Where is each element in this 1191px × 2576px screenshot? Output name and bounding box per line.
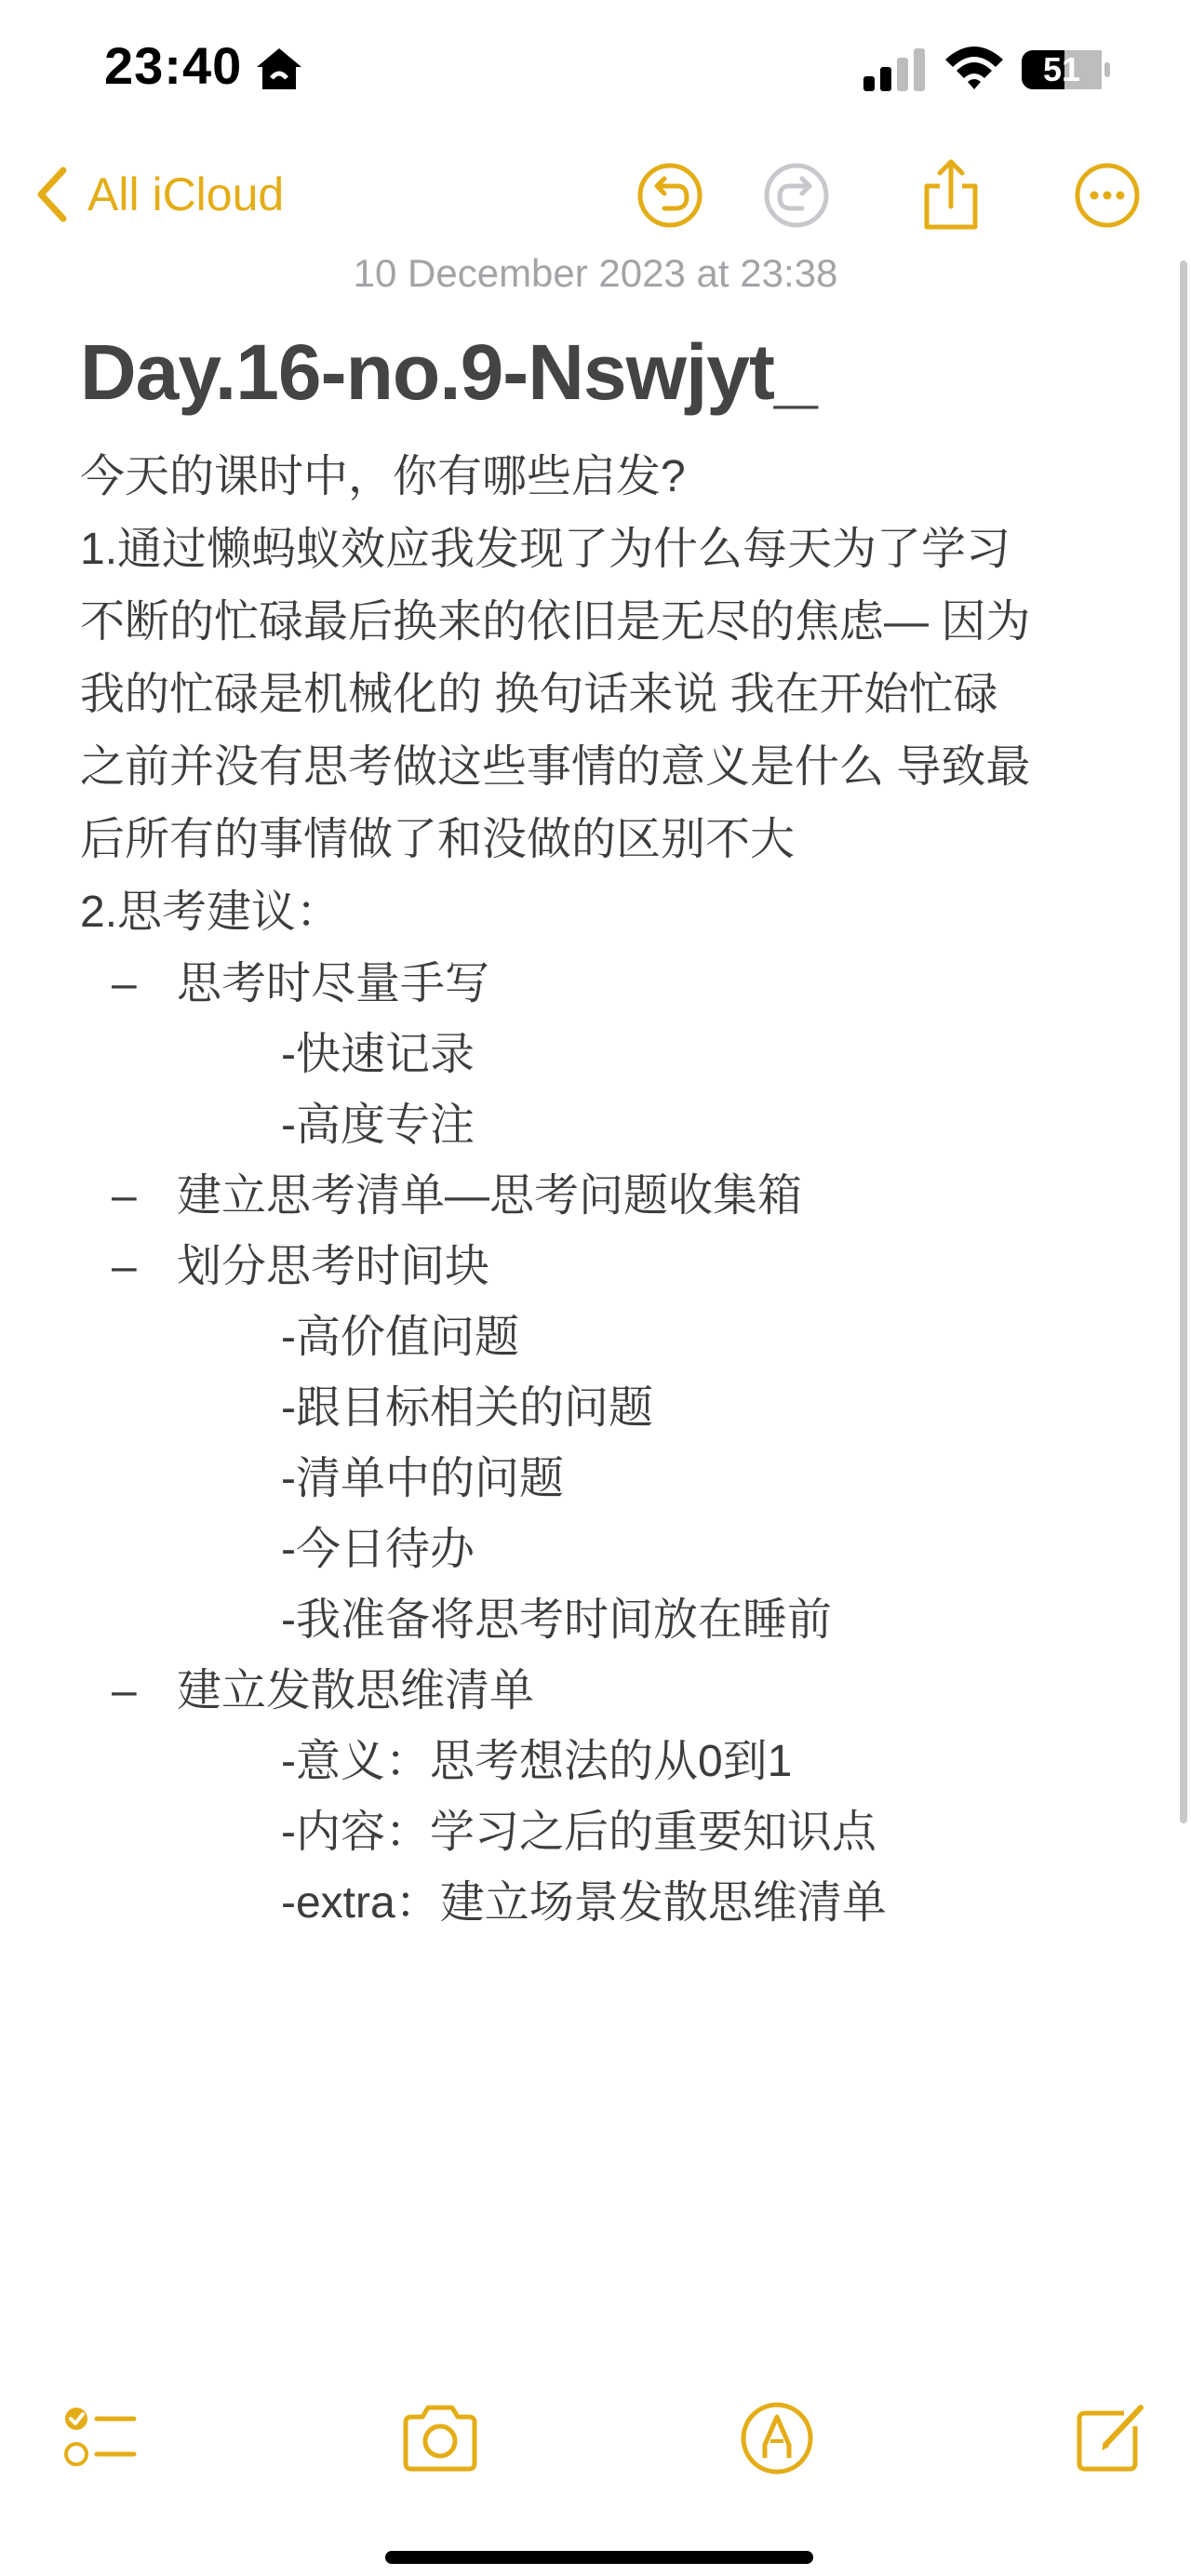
sub-item: -高价值问题 [281, 1313, 519, 1362]
home-indicator [385, 2551, 813, 2564]
bullet-dash: – [112, 959, 137, 1008]
wifi-icon [942, 41, 1007, 93]
cellular-signal-icon [863, 47, 927, 93]
sub-item: -快速记录 [281, 1030, 475, 1079]
scrollbar[interactable] [1180, 260, 1187, 1823]
battery-percentage: 51 [1042, 50, 1081, 88]
bullet-text: 建立发散思维清单 [177, 1666, 535, 1715]
bullet-item [80, 1232, 1122, 1302]
home-icon [253, 45, 305, 93]
undo-icon[interactable] [633, 158, 707, 233]
note-line: 2.思考建议： [80, 888, 341, 937]
bullet-item [80, 949, 1122, 1020]
note-line: 后所有的事情做了和没做的区别不大 [80, 815, 796, 864]
bullet-text: 思考时尽量手写 [177, 959, 490, 1008]
sub-item: -跟目标相关的问题 [281, 1383, 653, 1433]
status-bar [0, 0, 1191, 140]
note-title[interactable]: Day.16-no.9-Nswjyt_ [80, 328, 817, 416]
navigation-bar [0, 149, 1191, 242]
note-body[interactable] [80, 441, 1122, 1939]
note-line: 今天的课时中，你有哪些启发? [80, 452, 686, 501]
back-label: All iCloud [87, 168, 285, 220]
bullet-dash: – [112, 1666, 137, 1715]
sub-item: -我准备将思考时间放在睡前 [281, 1595, 832, 1645]
checklist-icon[interactable] [60, 2396, 143, 2480]
bullet-dash: – [112, 1242, 137, 1291]
status-time: 23:40 [104, 36, 243, 95]
compose-icon[interactable] [1068, 2396, 1152, 2480]
sub-item: -意义：思考想法的从0到1 [281, 1737, 793, 1786]
markup-pen-icon[interactable] [735, 2396, 819, 2480]
note-line: 1.通过懒蚂蚁效应我发现了为什么每天为了学习 [80, 525, 1011, 574]
bullet-text: 建立思考清单—思考问题收集箱 [177, 1171, 803, 1221]
more-options-icon[interactable] [1070, 158, 1144, 233]
sub-item: -今日待办 [281, 1525, 475, 1574]
note-date: 10 December 2023 at 23:38 [353, 251, 838, 295]
note-line: 我的忙碌是机械化的 换句话来说 我在开始忙碌 [80, 670, 998, 719]
redo-icon[interactable] [759, 158, 834, 233]
sub-item: -清单中的问题 [281, 1454, 564, 1503]
bullet-item [80, 1161, 1122, 1232]
camera-icon[interactable] [398, 2396, 482, 2480]
bullet-text: 划分思考时间块 [177, 1242, 490, 1291]
bottom-toolbar [0, 2391, 1191, 2493]
note-line: 之前并没有思考做这些事情的意义是什么 导致最 [80, 742, 1031, 792]
sub-item: -高度专注 [281, 1101, 475, 1150]
bullet-dash: – [112, 1171, 137, 1221]
back-button[interactable] [33, 162, 284, 227]
sub-item: -extra：建立场景发散思维清单 [281, 1878, 887, 1928]
bullet-item [80, 1656, 1122, 1727]
note-line: 不断的忙碌最后换来的依旧是无尽的焦虑— 因为 [80, 597, 1031, 647]
share-icon[interactable] [914, 158, 988, 233]
chevron-left-icon [33, 165, 71, 224]
sub-item: -内容：学习之后的重要知识点 [281, 1808, 877, 1857]
